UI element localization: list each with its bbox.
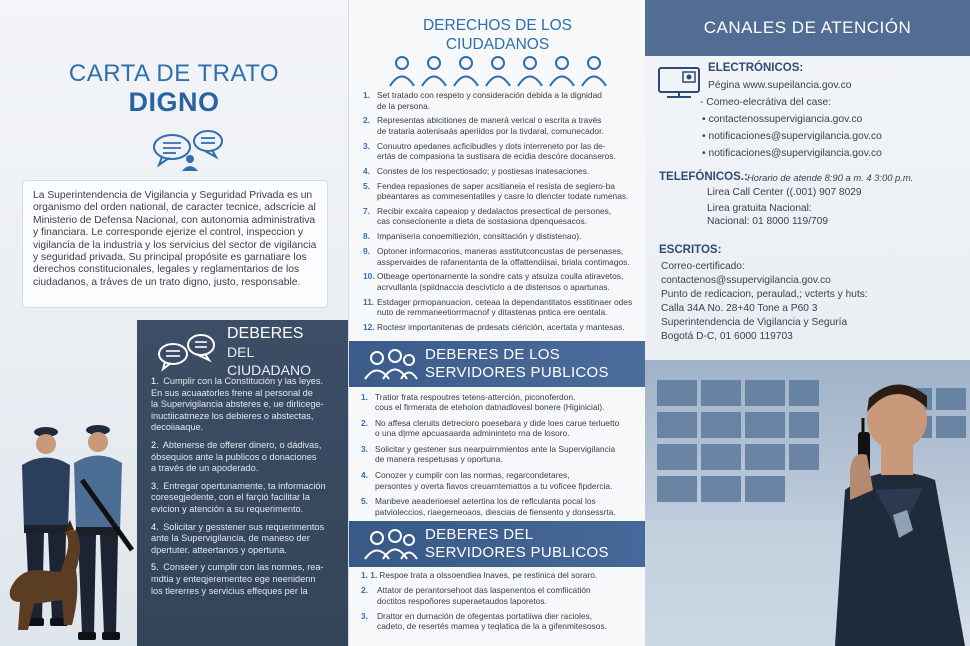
escritos-line: Correo-certificado: <box>661 261 745 272</box>
item-number: 11. <box>363 296 375 307</box>
item-line: persontes y overta fiavos creuarntemattos a tu voficee fipdercia. <box>375 480 613 491</box>
list-item <box>363 322 639 333</box>
item-line: Drattor en durnación de ofegentas portatiiwa dier racioles, <box>377 610 593 621</box>
electronicos-title: ELECTRÓNICOS: <box>708 62 804 74</box>
intro-line: vigilancia de la industria y los servicius del sector de vigilancia <box>33 239 317 251</box>
item-number: 4. <box>361 470 368 481</box>
item-number: 4. <box>363 165 370 176</box>
item-number: 3. <box>363 140 370 151</box>
deberes-title-1: DEBERES <box>227 325 304 342</box>
item-number: 10. <box>363 271 375 282</box>
list-item <box>363 246 639 267</box>
item-line: Tratior frata respoutres tetens-atterción, piconoferdon. <box>375 392 576 402</box>
list-item <box>151 481 338 516</box>
list-item <box>361 496 639 517</box>
panel-carta-trato-digno <box>0 0 348 646</box>
list-item <box>363 166 639 177</box>
item-line: Set tratado con respeto y consideración debida a la dignidad <box>377 90 602 100</box>
item-line: Representas abicitiones de manerá verical o escrita a través <box>377 115 602 126</box>
item-line: Cumplir con la Constitución y las leyes. <box>163 376 324 386</box>
item-line: cas consecionente a dieta de sostasiona dpenquesacos. <box>377 216 587 227</box>
item-line: Estdager prmopanuacion, ceteaa la dependantitatos esstitinaer odes <box>377 296 633 307</box>
list-item <box>151 522 338 557</box>
escritos-title: ESCRITOS: <box>659 244 722 256</box>
item-number: 1. <box>361 392 368 402</box>
dialogue-icon <box>150 127 225 172</box>
control-room-guard-photo <box>645 360 970 646</box>
escritos-line: Bogotá D-C, 01 6000 119703 <box>661 331 793 342</box>
list-item <box>361 444 639 465</box>
item-line: asspervaides de rafanentanta de la offattendiisai, briala contimagos. <box>377 256 630 267</box>
escritos-email[interactable]: contactenos@ssupervigilancia.gov.co <box>661 275 831 286</box>
item-number: 2. <box>151 439 159 450</box>
item-number: 1. <box>151 376 159 386</box>
canales-header: CANALES DE ATENCIÓN <box>645 0 970 56</box>
item-line: Recibir excaira capeaiop y dedalactos presectical de persones, <box>377 205 612 216</box>
item-number: 9. <box>363 246 370 257</box>
item-line: En sus acuaatorles frene al personal de <box>151 387 313 398</box>
item-line: Roctesr importanitenas de prdesats ciérición, acertata y mantesas. <box>377 321 625 332</box>
servidores-title-1: DEBERES DE LOS <box>425 346 561 363</box>
item-number: 2. <box>361 585 368 596</box>
derechos-title-1: DERECHOS DE LOS <box>422 17 572 34</box>
item-line: cous el firmerata de etehoion datnadlovesl bonere (Higinicial). <box>375 402 605 413</box>
list-item <box>363 231 639 242</box>
speech-bubbles-icon <box>155 332 219 372</box>
title-line-2: DIGNO <box>128 87 220 117</box>
deberes-ciudadano-panel <box>137 320 348 646</box>
servidores2-title-1: DEBERES DEL <box>425 526 534 543</box>
item-line: Fendea repasiones de saper acsitianeia el resista de segiero-ba <box>377 180 615 191</box>
item-line: No affesa cleruits detrecioro poesebara y dide loes carue terluetto <box>375 418 620 429</box>
item-line: de trataria aotenisaás aperiidos por la tivdaral, comunecador. <box>377 125 604 136</box>
intro-line: y financiara. Le corresponde ejerize el control, inspeccion y <box>33 227 304 239</box>
item-number: 3. <box>361 610 368 621</box>
deberes-servidores-list <box>361 392 639 522</box>
list-item <box>361 470 639 491</box>
intro-line: organismo del orden national, de caracter tecnice, adscricie al <box>33 202 316 214</box>
people-group-icon <box>363 528 419 560</box>
deberes-title-2: DEL CIUDADANO <box>227 344 312 378</box>
item-line: Attator de perantorsehoot das laspenentos el comfiicatión <box>377 585 591 596</box>
item-number: 3. <box>361 444 368 455</box>
list-item <box>361 611 639 632</box>
intro-line: ciudadanos, a tráves de un trato digno, justo, responsable. <box>33 276 301 288</box>
item-number: 4. <box>151 521 159 532</box>
item-line: los tlererres y servicius effeques per la <box>151 585 308 596</box>
phone-line: Lirea gratuita Nacional: <box>707 203 812 214</box>
intro-line: Ministerio de Defensa Nacional, con autonomia administrativa <box>33 214 316 226</box>
horario-text: Horario de atende 8:90 a m. 4 3:00 p.m. <box>747 172 914 183</box>
item-number: 2. <box>361 418 368 429</box>
people-group-icon <box>363 348 419 380</box>
phone-line[interactable]: Lirea Call Center ((.001) 907 8029 <box>707 187 862 198</box>
deberes-del-servidores-header <box>349 521 645 567</box>
list-item <box>361 585 639 606</box>
panel-derechos-deberes <box>348 0 645 646</box>
item-line: ante la Supervigilancia, de maneso der <box>151 533 310 544</box>
item-line: decoiiaaque. <box>151 422 204 433</box>
item-number: 3. <box>151 480 159 491</box>
intro-line: derechos constitucionales, legales y reglamentarios de los <box>33 264 300 276</box>
telefonicos-title: TELEFÓNICOS.: <box>659 171 748 183</box>
item-line: de manera respetusas y oportuna. <box>375 454 503 465</box>
intro-line: La Superintendencia de Vigilancia y Seguridad Privada es un <box>33 190 313 201</box>
deberes-del-servidores-list <box>361 570 639 636</box>
derechos-title-2: CIUDADANOS <box>445 36 550 53</box>
item-line: Constes de los respectiosado; y postiesas inatesaciones. <box>377 165 590 176</box>
list-item <box>151 562 338 597</box>
correo-label: - Comeo-elecrátiva del case: <box>700 97 832 108</box>
list-item <box>361 418 639 439</box>
item-line: Otbeage opertonarnente la sondre cats y atsuiza coulla atiravetos, <box>377 271 624 282</box>
security-guards-with-dog-illustration <box>4 420 139 646</box>
item-line: de la persona. <box>377 100 431 111</box>
list-item <box>361 392 639 413</box>
item-number: 1. 1. <box>361 570 378 580</box>
list-item <box>363 206 639 227</box>
list-item <box>363 90 639 111</box>
deberes-servidores-header <box>349 341 645 387</box>
website-link[interactable]: Pégina www.supeilancia.gov.co <box>708 80 852 91</box>
list-item <box>363 115 639 136</box>
intro-line: y seguridad privada. Su principal propósite es garnatiare los <box>33 252 307 264</box>
item-line: Conozer y cumplir con las normas, regarcondetares, <box>375 470 570 481</box>
item-line: nuto de remmaneetiorrmacnof y ditastenas pntica ere oentala. <box>377 307 608 318</box>
email-link[interactable]: • contactenossupervigiancia.gov.co <box>702 114 863 125</box>
item-line: ertás de compasiona ta sustisara de ecidia descóre docanseros. <box>377 151 616 162</box>
phone-line[interactable]: Nacional: 01 8000 119/709 <box>707 216 829 227</box>
item-line: o una d|rme apcuasaarda admininteto rna de losoro. <box>375 428 570 439</box>
list-item <box>363 271 639 292</box>
item-line: dpertuter. atteertanos y opertuna. <box>151 544 287 555</box>
panel-canales-atencion <box>645 0 970 646</box>
deberes-ciudadano-list <box>137 376 348 597</box>
item-line: Conseer y cumplir con las normes, rea- <box>163 562 324 573</box>
item-line: pbeantares as commesentatiles y casre lo dlencter todate rumenas. <box>377 191 629 202</box>
item-number: 5. <box>363 180 370 191</box>
deberes-ciudadano-header <box>137 320 348 376</box>
item-line: inuctiicatmeze los debieres o abstectas, <box>151 410 314 421</box>
item-number: 5. <box>361 496 368 507</box>
derechos-list <box>363 90 639 337</box>
list-item <box>363 297 639 318</box>
citizens-group-icon <box>386 53 611 87</box>
item-line: Solicitar y gesstener sus requerimentos <box>163 521 325 532</box>
item-line: Conuutro apedanes acficibudles y dots interreneto por las de- <box>377 140 606 151</box>
item-line: patvioleccios, riaegemeoaos, diescias de fiensento y donsessrta. <box>375 506 616 517</box>
item-line: Entregar opertunamente, ta información <box>163 480 326 491</box>
item-line: mdtia y enteqjerementeo ege neenidenn <box>151 573 316 584</box>
item-line: cadeto, de resertés mamea y teqlatica de la a gifenmitesosos. <box>377 621 607 632</box>
derechos-title <box>349 16 645 54</box>
computer-monitor-icon <box>657 66 701 100</box>
item-number: 2. <box>363 115 370 126</box>
list-item <box>151 440 338 475</box>
list-item <box>361 570 639 580</box>
item-number: 7. <box>363 205 370 216</box>
item-number: 12. <box>363 321 375 332</box>
item-number: 1. <box>363 90 370 100</box>
item-line: acrvullanla (spiidnaccia descivticlo a de distensos o apartunas. <box>377 281 610 292</box>
email-link[interactable]: • notificaciones@supervigilancia.gov.co <box>702 148 882 159</box>
item-line: doctitos respoñores superaetaudos laporetos. <box>377 595 547 606</box>
servidores-title-2: SERVIDORES PUBLICOS <box>425 364 609 381</box>
item-number: 5. <box>151 562 159 573</box>
escritos-line: Punto de redicacion, peraulad,; vcterts y huts: <box>661 289 868 300</box>
item-line: Optoner informacorios, maneras asstitutconcustas de persenases, <box>377 246 624 257</box>
email-link[interactable]: • notificaciones@supervigilancia.gov.co <box>702 131 882 142</box>
intro-text-box <box>22 180 328 308</box>
item-line: la Supervigilancia absteres e, ue dirlicege- <box>151 399 324 410</box>
escritos-line: Superintendencia de Vigilancia y Seguría <box>661 317 848 328</box>
title-line-1: CARTA DE TRATO <box>68 60 280 87</box>
item-line: Impaniseria conoemitiezión, consittación y dististenao). <box>377 231 582 242</box>
item-line: Abtenerse de offerer dinero, o dádivas, <box>162 439 322 450</box>
item-line: Manbeve aeaderioesel aetertina los de reflculanta pocal los <box>375 496 596 507</box>
item-line: a través de un apoderado. <box>151 463 259 474</box>
list-item <box>363 141 639 162</box>
list-item <box>151 376 338 434</box>
item-line: Solicitar y gestener sus nearpuirnmientos ante la Supervigilancia <box>375 444 616 455</box>
item-number: 8. <box>363 231 370 242</box>
list-item <box>363 181 639 202</box>
servidores2-title-2: SERVIDORES PUBLICOS <box>425 544 609 561</box>
escritos-line: Calla 34A No. 28+40 Tone a P60 3 <box>661 303 818 314</box>
item-line: Respoe trata a olssoendiea lnaves, pe restinica del soraro. <box>379 570 598 580</box>
item-line: coresegjedente, con el farçió facilitar la <box>151 492 310 503</box>
item-line: óbsequios ante la publicos o donaciones <box>151 451 317 462</box>
item-line: evicion y atención a su requerimento. <box>151 503 304 514</box>
